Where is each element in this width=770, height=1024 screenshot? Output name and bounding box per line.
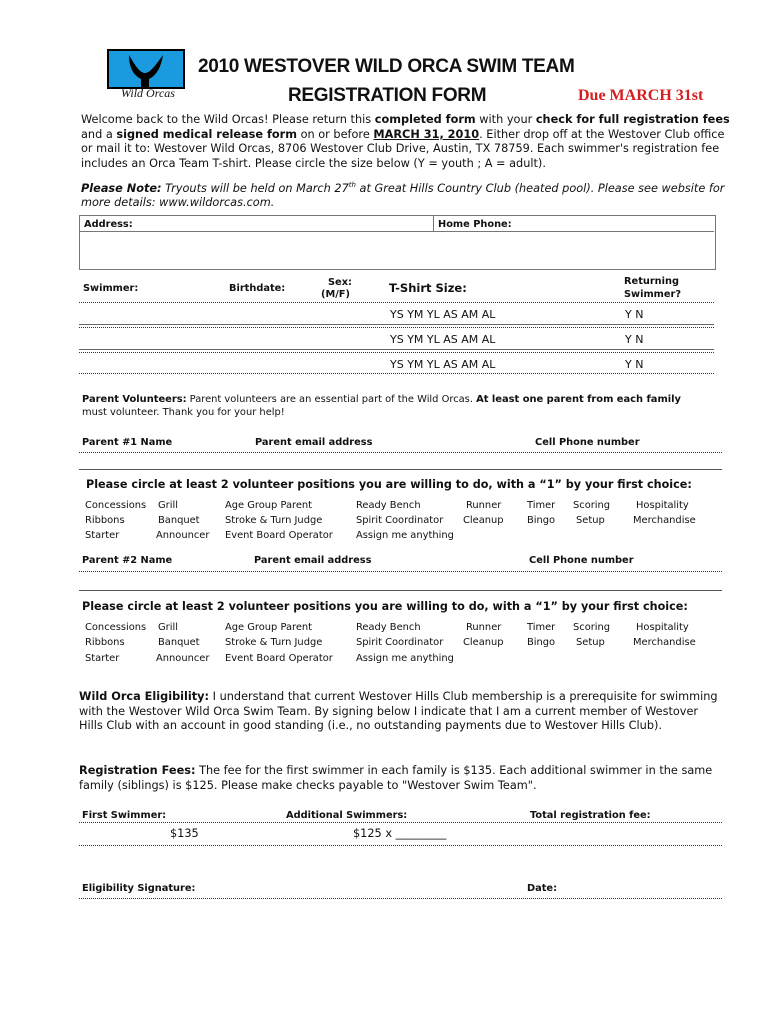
vol-position[interactable]: Spirit Coordinator (356, 637, 444, 648)
vol-position[interactable]: Grill (158, 500, 178, 511)
due-date: Due MARCH 31st (578, 87, 704, 104)
parent1-circle-instructions: Please circle at least 2 volunteer positions you are willing to do, with a “1” by your first choice: (86, 478, 692, 491)
vol-position[interactable]: Ribbons (85, 515, 125, 526)
parent1-line (79, 469, 722, 470)
tshirt-sizes-row1[interactable]: YS YM YL AS AM AL (390, 308, 496, 321)
vol-position[interactable]: Age Group Parent (225, 500, 313, 511)
vol-position[interactable]: Scoring (573, 622, 611, 633)
signature-field[interactable] (200, 880, 520, 896)
tshirt-sizes-row3[interactable]: YS YM YL AS AM AL (390, 358, 496, 371)
swimmer-row-line (79, 327, 714, 328)
returning-yn-row2[interactable]: Y N (625, 333, 644, 346)
swimmer-row-line (79, 349, 714, 350)
fees-line (79, 845, 722, 846)
vol-position[interactable]: Event Board Operator (225, 530, 333, 541)
home-phone-label: Home Phone: (438, 219, 512, 230)
logo (107, 49, 185, 102)
parent-volunteers-text: Parent Volunteers: Parent volunteers are an essential part of the Wild Orcas. At least one parent from each family must volunteer. Thank you for your help! (82, 394, 681, 418)
vol-position[interactable]: Spirit Coordinator (356, 515, 444, 526)
vol-position[interactable]: Assign me anything (356, 530, 454, 541)
please-note: Please Note: Tryouts will be held on March 27th at Great Hills Country Club (heated pool). Please see website for more details: www.wildorcas.com. (81, 181, 725, 210)
sex-label-mf: (M/F) (321, 289, 350, 300)
vol-position[interactable]: Banquet (158, 515, 200, 526)
total-fee-field[interactable] (530, 826, 720, 842)
vol-position[interactable]: Bingo (527, 637, 556, 648)
swimmer-row-line (79, 352, 714, 353)
parent2-circle-instructions: Please circle at least 2 volunteer positions you are willing to do, with a “1” by your first choice: (82, 600, 688, 613)
parent1-name-label: Parent #1 Name (82, 437, 173, 448)
first-swimmer-label: First Swimmer: (82, 810, 167, 821)
tshirt-sizes-row2[interactable]: YS YM YL AS AM AL (390, 333, 496, 346)
vol-position[interactable]: Setup (576, 637, 605, 648)
vol-position[interactable]: Bingo (527, 515, 556, 526)
swimmer-row-field1[interactable] (79, 305, 379, 321)
date-label: Date: (527, 883, 557, 894)
returning-yn-row1[interactable]: Y N (625, 308, 644, 321)
signature-line (79, 898, 722, 899)
tshirt-size-label: T-Shirt Size: (389, 281, 467, 295)
vol-position[interactable]: Scoring (573, 500, 611, 511)
parent1-email-label: Parent email address (255, 437, 373, 448)
birthdate-label: Birthdate: (229, 283, 286, 294)
vol-position[interactable]: Age Group Parent (225, 622, 313, 633)
vol-position[interactable]: Ready Bench (356, 622, 421, 633)
swimmer-row-line (79, 373, 714, 374)
swimmer-row-field3[interactable] (79, 355, 379, 371)
vol-position[interactable]: Concessions (85, 622, 147, 633)
parent1-line (79, 452, 722, 453)
returning-yn-row3[interactable]: Y N (625, 358, 644, 371)
first-swimmer-amount: $135 (170, 827, 199, 840)
parent2-line (79, 571, 722, 572)
address-field[interactable] (80, 232, 713, 268)
vol-position[interactable]: Starter (85, 530, 120, 541)
eligibility-signature-label: Eligibility Signature: (82, 883, 196, 894)
additional-swimmers-amount[interactable]: $125 x _________ (353, 827, 447, 840)
parent2-email-label: Parent email address (254, 555, 372, 566)
vol-position[interactable]: Ready Bench (356, 500, 421, 511)
vol-position[interactable]: Setup (576, 515, 605, 526)
eligibility-paragraph: Wild Orca Eligibility: I understand that current Westover Hills Club membership is a prerequisite for swimming with the Westover Wild Orca Swim Team. By signing below I indicate that I am a current member of Westover Hills Club with an account in good standing (i.e., no outstanding payments due to Westover Hills Club). (79, 690, 718, 733)
vol-position[interactable]: Timer (527, 500, 556, 511)
vol-position[interactable]: Merchandise (633, 637, 696, 648)
parent2-cell-label: Cell Phone number (529, 555, 634, 566)
vol-position[interactable]: Runner (466, 622, 502, 633)
vol-position[interactable]: Concessions (85, 500, 147, 511)
fees-line (79, 822, 722, 823)
parent1-cell-label: Cell Phone number (535, 437, 640, 448)
vol-position[interactable]: Ribbons (85, 637, 125, 648)
sex-label: Sex: (328, 277, 352, 288)
vol-position[interactable]: Announcer (156, 530, 210, 541)
registration-fees-paragraph: Registration Fees: The fee for the first swimmer in each family is $135. Each additional swimmer in the same family (siblings) is $125. Please make checks payable to "Westover Swim Team". (79, 764, 713, 792)
vol-position[interactable]: Timer (527, 622, 556, 633)
vol-position[interactable]: Grill (158, 622, 178, 633)
form-title-line1: 2010 WESTOVER WILD ORCA SWIM TEAM (198, 56, 575, 77)
form-title-line2: REGISTRATION FORM (288, 85, 487, 106)
returning-swimmer-label: Returning (624, 276, 679, 287)
logo-text: Wild Orcas (121, 86, 175, 100)
vol-position[interactable]: Merchandise (633, 515, 696, 526)
parent2-field[interactable] (79, 572, 722, 588)
intro-paragraph: Welcome back to the Wild Orcas! Please return this completed form with your check for full registration fees and a signed medical release form on or before MARCH 31, 2010. Either drop off at the Westover Club office or mail it to: Westover Wild Orcas, 8706 Westover Club Drive, Austin, TX 78759. Each swimmer's registration fee includes an Orca Team T-shirt. Please circle the size below (Y = youth ; A = adult). (81, 113, 730, 170)
vol-position[interactable]: Assign me anything (356, 653, 454, 664)
parent2-name-label: Parent #2 Name (82, 555, 173, 566)
parent1-field[interactable] (79, 451, 722, 467)
swimmer-row-field2[interactable] (79, 330, 379, 346)
vol-position[interactable]: Cleanup (463, 637, 504, 648)
vol-position[interactable]: Runner (466, 500, 502, 511)
vol-position[interactable]: Cleanup (463, 515, 504, 526)
returning-swimmer-label2: Swimmer? (624, 289, 682, 300)
vol-position[interactable]: Event Board Operator (225, 653, 333, 664)
vol-position[interactable]: Banquet (158, 637, 200, 648)
swimmer-label: Swimmer: (83, 283, 139, 294)
address-label: Address: (84, 219, 133, 230)
address-divider (433, 215, 434, 231)
swimmer-row-line (79, 324, 714, 325)
vol-position[interactable]: Hospitality (636, 500, 689, 511)
additional-swimmers-label: Additional Swimmers: (286, 810, 408, 821)
vol-position[interactable]: Stroke & Turn Judge (225, 515, 323, 526)
vol-position[interactable]: Stroke & Turn Judge (225, 637, 323, 648)
swimmer-header-line (79, 302, 714, 303)
parent2-line (79, 590, 722, 591)
vol-position[interactable]: Announcer (156, 653, 210, 664)
date-field[interactable] (560, 880, 720, 896)
vol-position[interactable]: Hospitality (636, 622, 689, 633)
total-fee-label: Total registration fee: (530, 810, 651, 821)
vol-position[interactable]: Starter (85, 653, 120, 664)
